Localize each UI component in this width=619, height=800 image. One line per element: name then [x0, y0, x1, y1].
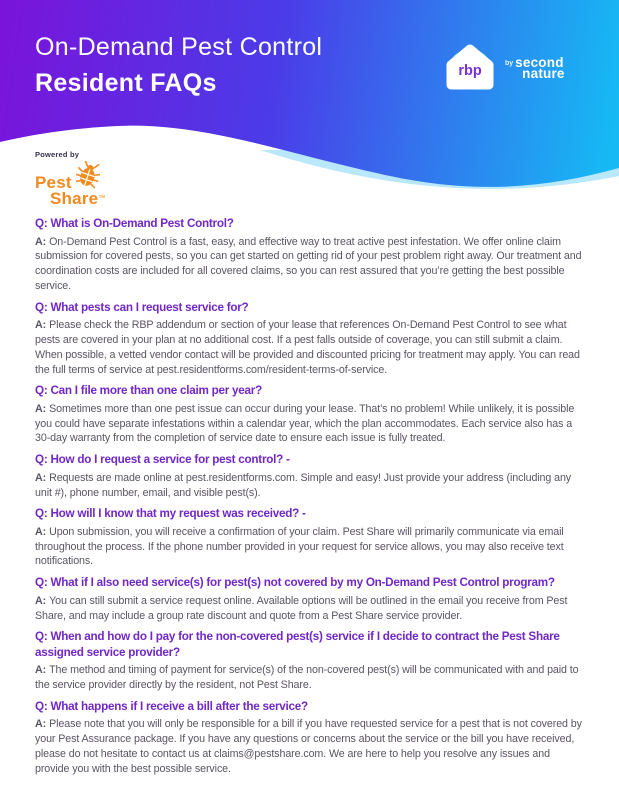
- answer-prefix: A:: [35, 319, 47, 332]
- faq-item: [35, 506, 587, 569]
- powered-by-label: Powered by: [35, 150, 80, 159]
- faq-question: Q: Can I file more than one claim per year?: [35, 384, 262, 398]
- answer-text: Requests are made online at pest.residentforms.com. Simple and easy! Just provide your address (including any unit #), phone number, email, and visible pest(s).: [35, 471, 572, 499]
- faq-answer: [35, 402, 587, 446]
- pest-share-logo: [35, 150, 145, 209]
- brand-line1: second: [515, 54, 564, 70]
- faq-answer: [35, 717, 587, 776]
- rbp-house-icon: [443, 41, 497, 95]
- faq-answer: [35, 525, 587, 569]
- faq-item: [35, 216, 587, 294]
- answer-prefix: A:: [35, 525, 47, 538]
- faq-answer: [35, 663, 587, 693]
- faq-question: Q: What pests can I request service for?: [35, 300, 249, 314]
- answer-text: Sometimes more than one pest issue can occur during your lease. That’s no problem! While unlikely, it is possible you could have separate infestations within a calendar year, which the plan accommodates. Each service also has a 30-day warranty from the completion of service date to ensure each issue is fully treated.: [35, 402, 575, 445]
- answer-prefix: A:: [35, 471, 47, 484]
- page-subtitle: Resident FAQs: [35, 69, 217, 97]
- faq-item: [35, 575, 587, 623]
- faq-question: Q: What is On-Demand Pest Control?: [35, 217, 234, 230]
- answer-prefix: A:: [35, 235, 47, 248]
- pest-word: Pest: [35, 173, 72, 192]
- by-label: by: [505, 59, 514, 67]
- answer-prefix: A:: [35, 718, 47, 731]
- answer-prefix: A:: [35, 594, 47, 607]
- trademark-symbol: ™: [98, 195, 106, 202]
- answer-text: You can still submit a service request online. Available options will be outlined in the email you receive from Pest Share, and may include a group rate discount and quote from a Pest Share service provider.: [35, 594, 568, 622]
- faq-question: Q: How will I know that my request was received? -: [35, 507, 306, 521]
- faq-answer: [35, 471, 587, 501]
- faq-item: [35, 383, 587, 446]
- answer-prefix: A:: [35, 402, 47, 415]
- faq-question: Q: When and how do I pay for the non-covered pest(s) service if I decide to contract the Pest Share assigned service provider?: [35, 630, 560, 659]
- faq-item: [35, 629, 587, 693]
- second-nature-name: [515, 54, 565, 81]
- answer-text: The method and timing of payment for service(s) of the non-covered pest(s) will be communicated with and paid to the service provider directly by the resident, not Pest Share.: [35, 664, 579, 692]
- faq-list: [35, 216, 587, 783]
- answer-text: Please check the RBP addendum or section of your lease that references On-Demand Pest Control to see what pests are covered in your plan at no additional cost. If a pest falls outside of coverage, you can still submit a claim. When possible, a vetted vendor contact will be provided and discounted pricing for treatment may apply. You can read the full terms of service at pest.residentforms.com/resident-terms-of-service.: [35, 319, 580, 376]
- answer-text: Please note that you will only be responsible for a bill if you have requested service for a pest that is not covered by your Pest Assurance package. If you have any questions or concerns about the service or the bill you have received, please do not hesitate to contact us at claims@pestshare.com. We are here to help you resolve any issues and provide you with the best possible service.: [35, 718, 582, 775]
- page-title: On-Demand Pest Control: [35, 33, 323, 61]
- answer-prefix: A:: [35, 664, 47, 677]
- svg-text:rbp: rbp: [458, 63, 482, 79]
- share-word: Share™: [50, 189, 106, 208]
- faq-item: [35, 699, 587, 777]
- faq-answer: [35, 235, 587, 294]
- faq-answer: [35, 318, 587, 377]
- answer-text: On-Demand Pest Control is a fast, easy, and effective way to treat active pest infestation. We offer online claim submission for covered pests, so you can get started on getting rid of your pest problem right away. Our treatment and coordination costs are included for all covered claims, so you can rest assured that you’re getting the best possible service.: [35, 235, 582, 292]
- second-nature-logo: [505, 54, 565, 81]
- faq-item: [35, 300, 587, 378]
- brand-line2: nature: [522, 66, 565, 81]
- faq-answer: [35, 594, 587, 624]
- faq-question: Q: What if I also need service(s) for pest(s) not covered by my On-Demand Pest Control program?: [35, 576, 555, 590]
- faq-item: [35, 452, 587, 500]
- faq-question: Q: How do I request a service for pest control? -: [35, 453, 290, 467]
- answer-text: Upon submission, you will receive a confirmation of your claim. Pest Share will primarily communicate via email throughout the process. If the phone number provided in your request for service allows, you may also receive text notifications.: [35, 525, 564, 568]
- rbp-brand-lockup: [443, 41, 565, 95]
- bug-icon: [76, 161, 100, 189]
- header-titles: [35, 33, 322, 98]
- faq-question: Q: What happens if I receive a bill after the service?: [35, 699, 308, 713]
